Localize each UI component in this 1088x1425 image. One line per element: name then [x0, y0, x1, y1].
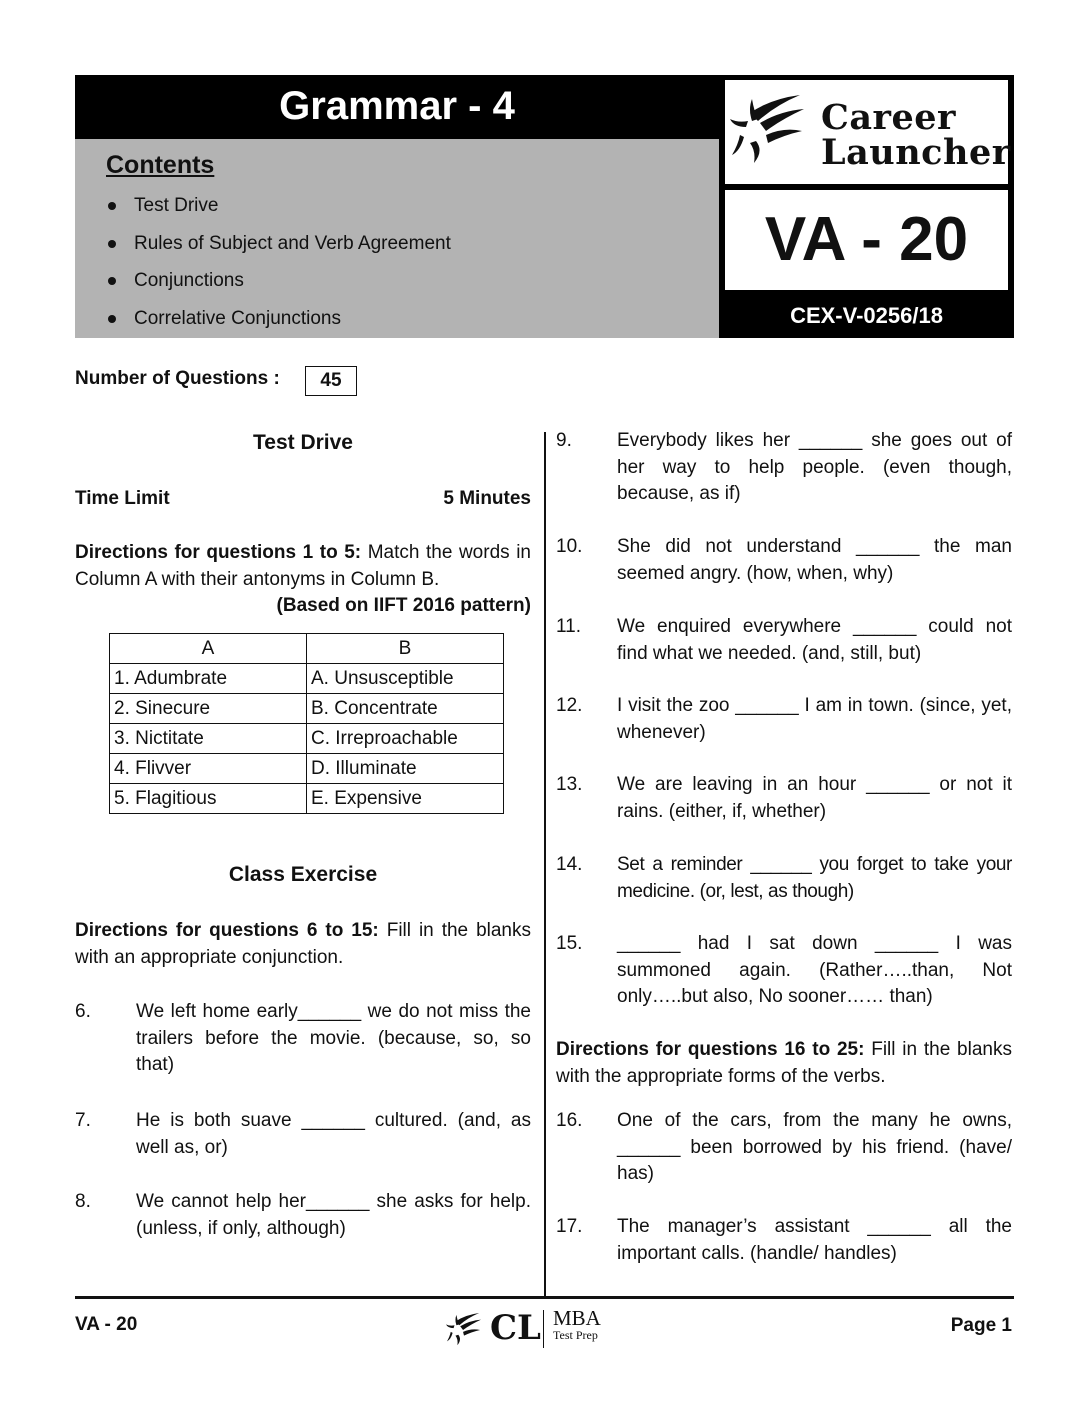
table-header-row: [110, 634, 504, 664]
bullet-icon: [108, 240, 116, 248]
directions-1-5: Directions for questions 1 to 5: Match the words in Column A with their antonyms in Column B. (Based on IIFT 2016 pattern): [75, 540, 531, 620]
table-row: 5. Flagitious E. Expensive: [110, 784, 504, 814]
footer-logo-cl: CL: [490, 1308, 541, 1348]
footer-module: VA - 20: [75, 1314, 138, 1335]
module-code: CEX-V-0256/18: [790, 303, 943, 328]
header-contents-panel: [75, 75, 719, 338]
contents-item: Test Drive: [107, 189, 451, 227]
directions-6-15: Directions for questions 6 to 15: Fill in the blanks with an appropriate conjunction.: [75, 920, 531, 968]
table-row: 1. Adumbrate A. Unsusceptible: [110, 664, 504, 694]
footer-logo-divider: [543, 1310, 544, 1348]
time-limit-value: 5 Minutes: [443, 488, 531, 509]
class-exercise-heading: Class Exercise: [228, 863, 378, 886]
footer-logo-mba: MBA: [553, 1306, 601, 1330]
table-row: 3. Nictitate C. Irreproachable: [110, 724, 504, 754]
time-limit-label: Time Limit: [75, 488, 170, 509]
career-launcher-logo: [725, 80, 1011, 184]
table-row: 2. Sinecure B. Concentrate: [110, 694, 504, 724]
module-number: VA - 20: [725, 190, 1008, 290]
test-drive-heading: Test Drive: [253, 431, 353, 454]
footer-logo: [442, 1308, 622, 1352]
page-title: Grammar - 4: [75, 75, 719, 139]
contents-item: Conjunctions: [107, 264, 451, 302]
footer-rule: [75, 1296, 1014, 1299]
bullet-icon: [108, 202, 116, 210]
match-table: [109, 633, 504, 814]
num-questions-label: Number of Questions :: [75, 368, 280, 389]
contents-item: Rules of Subject and Verb Agreement: [107, 227, 451, 265]
contents-item: Correlative Conjunctions: [107, 302, 451, 340]
column-divider: [544, 432, 546, 1298]
num-questions-value: 45: [305, 366, 357, 396]
table-row: 4. Flivver D. Illuminate: [110, 754, 504, 784]
directions-16-25: Directions for questions 16 to 25: Fill in the blanks with the appropriate forms of the verbs.: [556, 1039, 1012, 1087]
swirl-logo-icon: [442, 1312, 486, 1348]
pattern-note: (Based on IIFT 2016 pattern): [276, 595, 531, 616]
page-number: Page 1: [950, 1315, 1012, 1336]
swirl-logo-icon: [730, 93, 806, 169]
contents-heading: Contents: [106, 151, 215, 179]
bullet-icon: [108, 315, 116, 323]
header-brand-panel: [719, 75, 1014, 338]
column-b-header: B: [307, 634, 504, 664]
footer-logo-testprep: Test Prep: [553, 1328, 598, 1342]
column-a-header: A: [110, 634, 307, 664]
logo-wordmark: Career Launcher: [821, 97, 1011, 173]
contents-list: [107, 189, 451, 339]
bullet-icon: [108, 277, 116, 285]
